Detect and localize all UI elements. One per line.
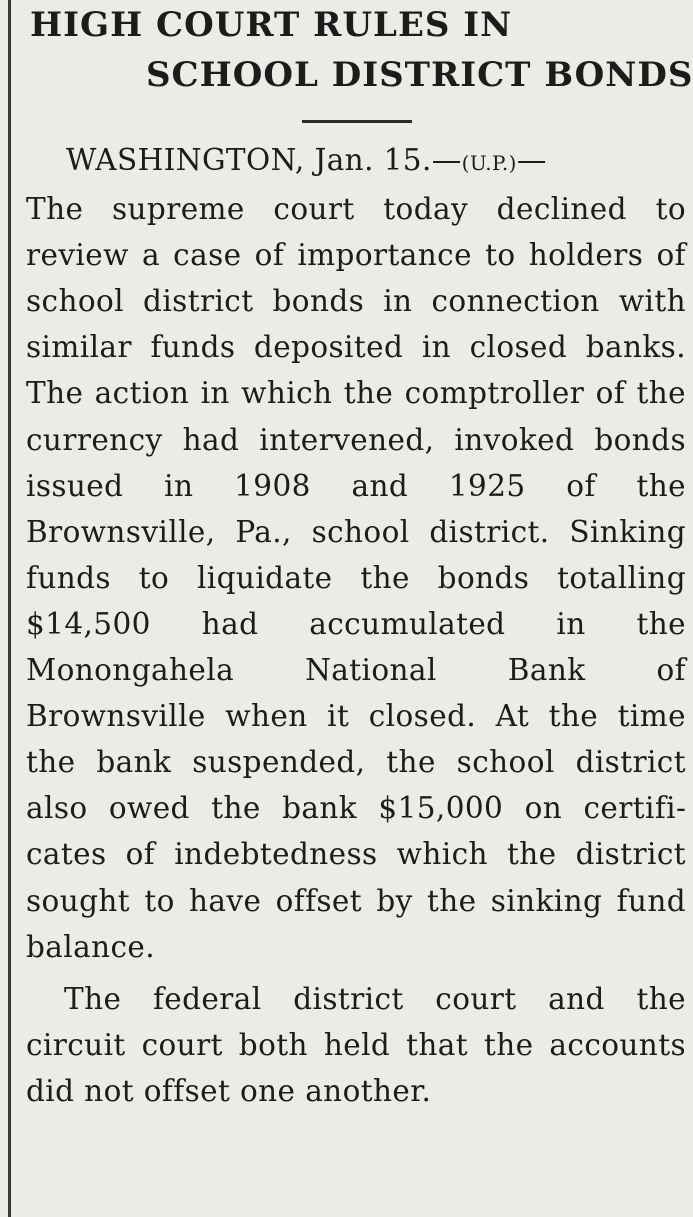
headline-divider [302, 120, 412, 123]
article-body [26, 137, 686, 1114]
dateline-dash: — [516, 143, 547, 177]
paragraph-1 [26, 137, 686, 970]
paragraph-1-text: The supreme court today declined to review a case of importance to holders of school district bonds in connection with similar funds deposited in closed banks. The action in which the comptroller of the currency had intervened, invoked bonds issued in 1908 and 1925 of the Brownsville, Pa., school district. Sinking funds to liquidate the bonds totalling $14,500 had accumulated in the Monongahela National Bank of Brownsville when it closed. At the time the bank suspended, the school district also owed the bank $15,000 on certificates of indebtedness which the district sought to have offset by the sinking fund balance. [26, 192, 686, 964]
article [26, 0, 693, 1114]
wire-service: (U.P.) [461, 151, 517, 175]
dateline [26, 137, 686, 186]
headline-line-2: SCHOOL DISTRICT BONDS [146, 55, 693, 95]
paragraph-2: The federal district court and the circuit court both held that the accounts did not offset one another. [26, 981, 686, 1108]
column-rule [8, 0, 11, 1217]
dateline-place: WASHINGTON, Jan. 15.— [66, 143, 462, 177]
headline [26, 0, 693, 100]
headline-line-1: HIGH COURT RULES IN [30, 5, 513, 45]
